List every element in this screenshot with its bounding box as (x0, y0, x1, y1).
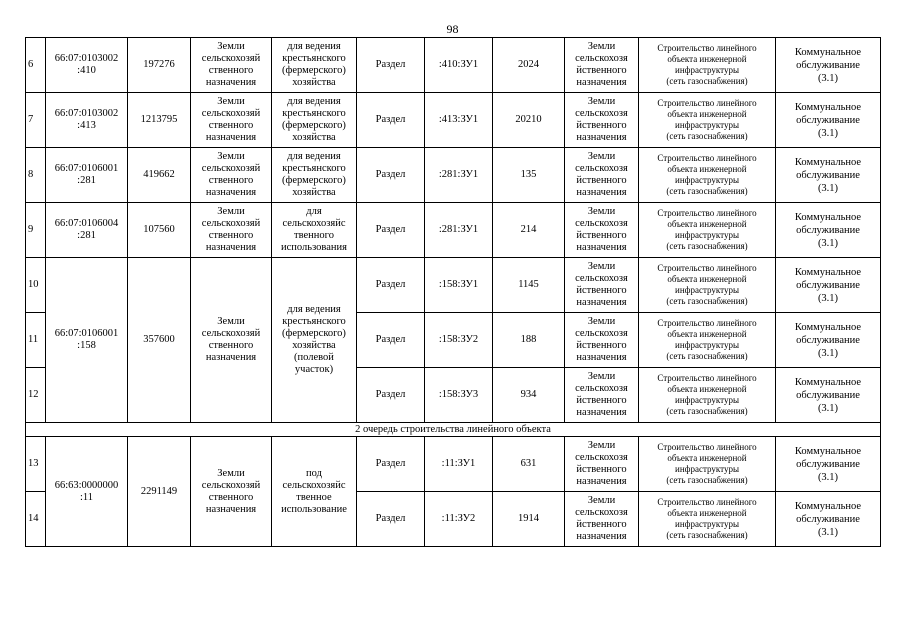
new-plot-designation: :413:ЗУ1 (425, 93, 493, 148)
land-category: Земли сельскохозяй ственного назначения (191, 38, 272, 93)
table-row (26, 437, 881, 492)
permitted-use-new: Коммунальное обслуживание (3.1) (776, 368, 881, 423)
table-row (26, 258, 881, 313)
row-number: 12 (26, 368, 46, 423)
formation-method: Раздел (357, 203, 425, 258)
plot-area: 107560 (128, 203, 191, 258)
permitted-use-new: Коммунальное обслуживание (3.1) (776, 38, 881, 93)
permitted-use-new: Коммунальное обслуживание (3.1) (776, 203, 881, 258)
row-number: 10 (26, 258, 46, 313)
new-plot-designation: :11:ЗУ1 (425, 437, 493, 492)
formation-method: Раздел (357, 148, 425, 203)
cadastral-number: 66:63:0000000 :11 (46, 437, 128, 547)
new-land-category: Земли сельскохозя йственного назначения (565, 437, 639, 492)
formation-method: Раздел (357, 93, 425, 148)
land-category: Земли сельскохозяй ственного назначения (191, 93, 272, 148)
new-land-category: Земли сельскохозя йственного назначения (565, 93, 639, 148)
formation-purpose: Строительство линейного объекта инженерной инфраструктуры (сеть газоснабжения) (639, 258, 776, 313)
permitted-use-new: Коммунальное обслуживание (3.1) (776, 258, 881, 313)
new-land-category: Земли сельскохозя йственного назначения (565, 313, 639, 368)
permitted-use-new: Коммунальное обслуживание (3.1) (776, 492, 881, 547)
new-land-category: Земли сельскохозя йственного назначения (565, 148, 639, 203)
table-row (26, 203, 881, 258)
formation-purpose: Строительство линейного объекта инженерной инфраструктуры (сеть газоснабжения) (639, 148, 776, 203)
new-plot-area: 20210 (493, 93, 565, 148)
permitted-use-original: для ведения крестьянского (фермерского) хозяйства (272, 93, 357, 148)
row-number: 8 (26, 148, 46, 203)
new-plot-area: 934 (493, 368, 565, 423)
row-number: 7 (26, 93, 46, 148)
formation-purpose: Строительство линейного объекта инженерной инфраструктуры (сеть газоснабжения) (639, 93, 776, 148)
new-land-category: Земли сельскохозя йственного назначения (565, 38, 639, 93)
new-plot-area: 214 (493, 203, 565, 258)
new-land-category: Земли сельскохозя йственного назначения (565, 258, 639, 313)
new-plot-designation: :410:ЗУ1 (425, 38, 493, 93)
row-number: 6 (26, 38, 46, 93)
cadastral-number: 66:07:0106001 :281 (46, 148, 128, 203)
row-number: 13 (26, 437, 46, 492)
formation-method: Раздел (357, 258, 425, 313)
new-land-category: Земли сельскохозя йственного назначения (565, 203, 639, 258)
cadastral-number: 66:07:0106004 :281 (46, 203, 128, 258)
section-header: 2 очередь строительства линейного объекта (26, 423, 881, 437)
formation-purpose: Строительство линейного объекта инженерной инфраструктуры (сеть газоснабжения) (639, 313, 776, 368)
new-plot-designation: :158:ЗУ3 (425, 368, 493, 423)
cadastral-number: 66:07:0106001 :158 (46, 258, 128, 423)
formation-method: Раздел (357, 437, 425, 492)
plot-area: 419662 (128, 148, 191, 203)
land-category: Земли сельскохозяй ственного назначения (191, 437, 272, 547)
permitted-use-original: для сельскохозяйс твенного использования (272, 203, 357, 258)
formation-method: Раздел (357, 492, 425, 547)
new-plot-area: 2024 (493, 38, 565, 93)
permitted-use-new: Коммунальное обслуживание (3.1) (776, 437, 881, 492)
permitted-use-new: Коммунальное обслуживание (3.1) (776, 313, 881, 368)
section-header-row (26, 423, 881, 437)
new-plot-area: 135 (493, 148, 565, 203)
formation-purpose: Строительство линейного объекта инженерной инфраструктуры (сеть газоснабжения) (639, 492, 776, 547)
new-land-category: Земли сельскохозя йственного назначения (565, 492, 639, 547)
permitted-use-new: Коммунальное обслуживание (3.1) (776, 93, 881, 148)
page-number: 98 (446, 22, 459, 36)
cadastral-number: 66:07:0103002 :410 (46, 38, 128, 93)
formation-purpose: Строительство линейного объекта инженерной инфраструктуры (сеть газоснабжения) (639, 38, 776, 93)
plot-area: 357600 (128, 258, 191, 423)
new-land-category: Земли сельскохозя йственного назначения (565, 368, 639, 423)
table-row (26, 148, 881, 203)
new-plot-area: 631 (493, 437, 565, 492)
new-plot-area: 1914 (493, 492, 565, 547)
permitted-use-original: для ведения крестьянского (фермерского) хозяйства (полевой участок) (272, 258, 357, 423)
land-category: Земли сельскохозяй ственного назначения (191, 203, 272, 258)
permitted-use-original: для ведения крестьянского (фермерского) хозяйства (272, 148, 357, 203)
row-number: 9 (26, 203, 46, 258)
cadastral-number: 66:07:0103002 :413 (46, 93, 128, 148)
table-row (26, 38, 881, 93)
permitted-use-original: для ведения крестьянского (фермерского) хозяйства (272, 38, 357, 93)
formation-purpose: Строительство линейного объекта инженерной инфраструктуры (сеть газоснабжения) (639, 368, 776, 423)
formation-method: Раздел (357, 313, 425, 368)
land-category: Земли сельскохозяй ственного назначения (191, 258, 272, 423)
new-plot-area: 1145 (493, 258, 565, 313)
plot-area: 197276 (128, 38, 191, 93)
table-row (26, 93, 881, 148)
new-plot-designation: :11:ЗУ2 (425, 492, 493, 547)
land-category: Земли сельскохозяй ственного назначения (191, 148, 272, 203)
row-number: 14 (26, 492, 46, 547)
new-plot-designation: :158:ЗУ1 (425, 258, 493, 313)
row-number: 11 (26, 313, 46, 368)
formation-purpose: Строительство линейного объекта инженерной инфраструктуры (сеть газоснабжения) (639, 203, 776, 258)
new-plot-designation: :281:ЗУ1 (425, 148, 493, 203)
plot-area: 1213795 (128, 93, 191, 148)
land-plots-table (25, 37, 881, 547)
permitted-use-original: под сельскохозяйс твенное использование (272, 437, 357, 547)
formation-method: Раздел (357, 38, 425, 93)
new-plot-designation: :158:ЗУ2 (425, 313, 493, 368)
new-plot-area: 188 (493, 313, 565, 368)
formation-purpose: Строительство линейного объекта инженерной инфраструктуры (сеть газоснабжения) (639, 437, 776, 492)
formation-method: Раздел (357, 368, 425, 423)
permitted-use-new: Коммунальное обслуживание (3.1) (776, 148, 881, 203)
plot-area: 2291149 (128, 437, 191, 547)
new-plot-designation: :281:ЗУ1 (425, 203, 493, 258)
